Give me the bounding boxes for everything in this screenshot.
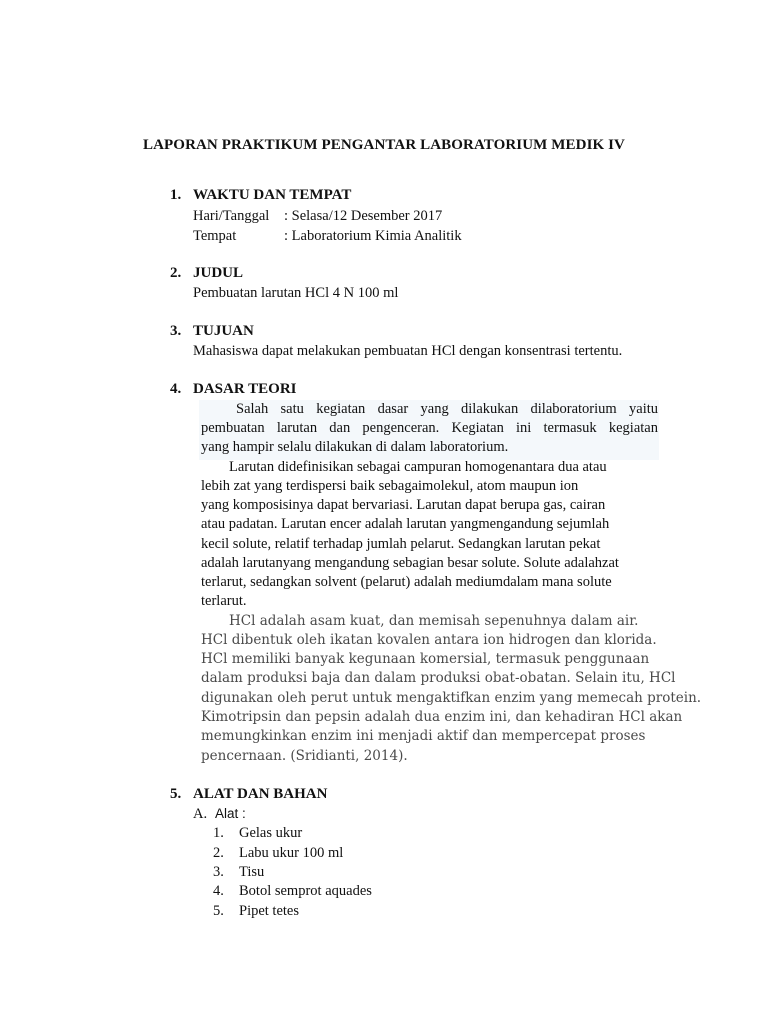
paragraph-line: yang hampir selalu dilakukan di dalam laboratorium. (201, 439, 509, 455)
paragraph-line: digunakan oleh perut untuk mengaktifkan enzim yang memecah protein. (201, 690, 702, 706)
section-number: 4. (170, 381, 182, 397)
paragraph-line: Kimotripsin dan pepsin adalah dua enzim ini, dan kehadiran HCl akan (201, 709, 683, 725)
field-label-tempat: Tempat (193, 228, 237, 244)
list-item: Labu ukur 100 ml (239, 845, 344, 861)
section-number: 2. (170, 265, 182, 281)
document-title: LAPORAN PRAKTIKUM PENGANTAR LABORATORIUM MEDIK IV (143, 137, 625, 153)
paragraph-line: atau padatan. Larutan encer adalah larutan yangmengandung sejumlah (201, 516, 610, 532)
paragraph-line: terlarut, sedangkan solvent (pelarut) adalah mediumdalam mana solute (201, 574, 612, 590)
paragraph-line: HCl dibentuk oleh ikatan kovalen antara ion hidrogen dan klorida. (201, 632, 657, 648)
list-item-number: 2. (213, 845, 224, 861)
list-item: Pipet tetes (239, 903, 300, 919)
paragraph-line: pembuatan larutan dan pengenceran. Kegiatan ini termasuk kegiatan (201, 420, 658, 436)
section-heading-waktu-dan-tempat: WAKTU DAN TEMPAT (193, 187, 352, 203)
section-heading-dasar-teori: DASAR TEORI (193, 381, 297, 397)
field-label-hari-tanggal: Hari/Tanggal (193, 208, 270, 224)
list-item-number: 1. (213, 825, 224, 841)
paragraph-line: pencernaan. (Sridianti, 2014). (201, 748, 408, 764)
list-item-number: 3. (213, 864, 224, 880)
judul-text: Pembuatan larutan HCl 4 N 100 ml (193, 285, 399, 301)
paragraph-line: memungkinkan enzim ini menjadi aktif dan mempercepat proses (201, 728, 646, 744)
paragraph-line: Salah satu kegiatan dasar yang dilakukan dilaboratorium yaitu (236, 401, 658, 417)
field-value-tempat: : Laboratorium Kimia Analitik (284, 228, 462, 244)
paragraph-line: Larutan didefinisikan sebagai campuran homogenantara dua atau (229, 459, 607, 475)
paragraph-line: HCl adalah asam kuat, dan memisah sepenuhnya dalam air. (229, 613, 639, 629)
list-item: Gelas ukur (239, 825, 303, 841)
list-item: Botol semprot aquades (239, 883, 372, 899)
paragraph-line: HCl memiliki banyak kegunaan komersial, termasuk penggunaan (201, 651, 650, 667)
paragraph-line: dalam produksi baja dan dalam produksi obat-obatan. Selain itu, HCl (201, 670, 676, 686)
list-item: Tisu (239, 864, 265, 880)
paragraph-line: lebih zat yang terdispersi baik sebagaimolekul, atom maupun ion (201, 478, 579, 494)
section-heading-judul: JUDUL (193, 265, 244, 281)
subsection-label: A. (193, 806, 208, 822)
paragraph-line: yang komposisinya dapat bervariasi. Larutan dapat berupa gas, cairan (201, 497, 606, 513)
list-item-number: 4. (213, 883, 224, 899)
subsection-heading-alat: Alat : (215, 806, 246, 821)
section-number: 1. (170, 187, 182, 203)
field-value-hari-tanggal: : Selasa/12 Desember 2017 (284, 208, 443, 224)
section-number: 5. (170, 786, 182, 802)
paragraph-line: kecil solute, relatif terhadap jumlah pelarut. Sedangkan larutan pekat (201, 536, 601, 552)
paragraph-line: terlarut. (201, 593, 247, 609)
tujuan-text: Mahasiswa dapat melakukan pembuatan HCl dengan konsentrasi tertentu. (193, 343, 623, 359)
list-item-number: 5. (213, 903, 224, 919)
paragraph-line: adalah larutanyang mengandung sebagian besar solute. Solute adalahzat (201, 555, 619, 571)
section-heading-tujuan: TUJUAN (193, 323, 254, 339)
section-number: 3. (170, 323, 182, 339)
section-heading-alat-dan-bahan: ALAT DAN BAHAN (193, 786, 328, 802)
